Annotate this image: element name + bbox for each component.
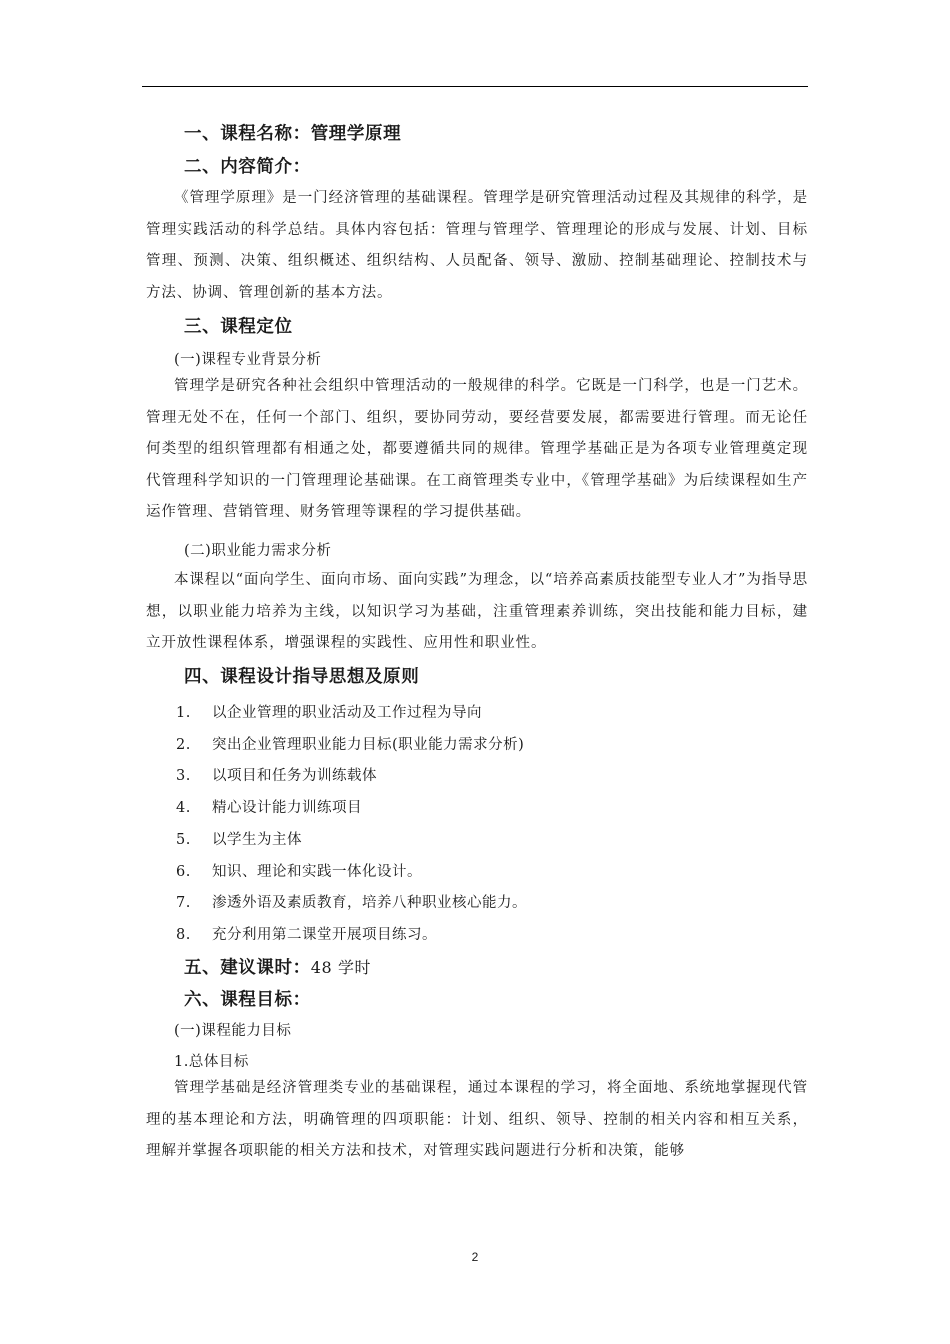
list-item: 7. 渗透外语及素质教育，培养八种职业核心能力。 [176,895,527,911]
section-3-subheading-2: (二)职业能力需求分析 [184,543,332,559]
section-3-paragraph-1: 管理学是研究各种社会组织中管理活动的一般规律的科学。它既是一门科学，也是一门艺术。管理无处不在，任何一个部门、组织，要协同劳动，要经营要发展，都需要进行管理。而无论任何类型的组织管理都有相通之处，都要遵循共同的规律。管理学基础正是为各项专业管理奠定现代管理科学知识的一门管理理论基础课。在工商管理类专业中，《管理学基础》为后续课程如生产运作管理、营销管理、财务管理等课程的学习提供基础。 [146,378,808,520]
list-item: 3. 以项目和任务为训练载体 [176,768,377,784]
list-item: 2. 突出企业管理职业能力目标(职业能力需求分析) [176,737,525,753]
section-2-heading: 二、内容简介： [184,157,311,177]
list-item: 4. 精心设计能力训练项目 [176,800,362,816]
page-number: 2 [471,1250,479,1264]
section-4-heading: 四、课程设计指导思想及原则 [184,667,420,687]
list-item: 8. 充分利用第二课堂开展项目练习。 [176,927,437,943]
list-item: 6. 知识、理论和实践一体化设计。 [176,864,422,880]
section-6-paragraph: 管理学基础是经济管理类专业的基础课程，通过本课程的学习，将全面地、系统地掌握现代管理的基本理论和方法，明确管理的四项职能：计划、组织、领导、控制的相关内容和相互关系，理解并掌握各项职能的相关方法和技术，对管理实践问题进行分析和决策，能够 [146,1080,808,1159]
list-item: 5. 以学生为主体 [176,832,302,848]
suggested-hours-value: 48 学时 [310,958,372,977]
section-2-paragraph: 《管理学原理》是一门经济管理的基础课程。管理学是研究管理活动过程及其规律的科学，是管理实践活动的科学总结。具体内容包括：管理与管理学、管理理论的形成与发展、计划、目标管理、预测、决策、组织概述、组织结构、人员配备、领导、激励、控制基础理论、控制技术与方法、协调、管理创新的基本方法。 [146,190,808,301]
section-1-heading: 一、课程名称：管理学原理 [184,124,402,144]
list-item: 1. 以企业管理的职业活动及工作过程为导向 [176,705,482,721]
section-6-subheading-2: 1.总体目标 [174,1054,249,1070]
section-3-heading: 三、课程定位 [184,317,293,337]
section-6-heading: 六、课程目标： [184,990,311,1010]
section-6-subheading-1: (一)课程能力目标 [174,1023,292,1039]
section-3-subheading-1: (一)课程专业背景分析 [174,352,322,368]
section-3-paragraph-2: 本课程以“面向学生、面向市场、面向实践”为理念，以“培养高素质技能型专业人才”为指导思想，以职业能力培养为主线，以知识学习为基础，注重管理素养训练，突出技能和能力目标，建立开放性课程体系，增强课程的实践性、应用性和职业性。 [146,572,808,651]
header-rule [142,86,808,87]
section-5-heading: 五、建议课时：48 学时 [184,958,372,978]
